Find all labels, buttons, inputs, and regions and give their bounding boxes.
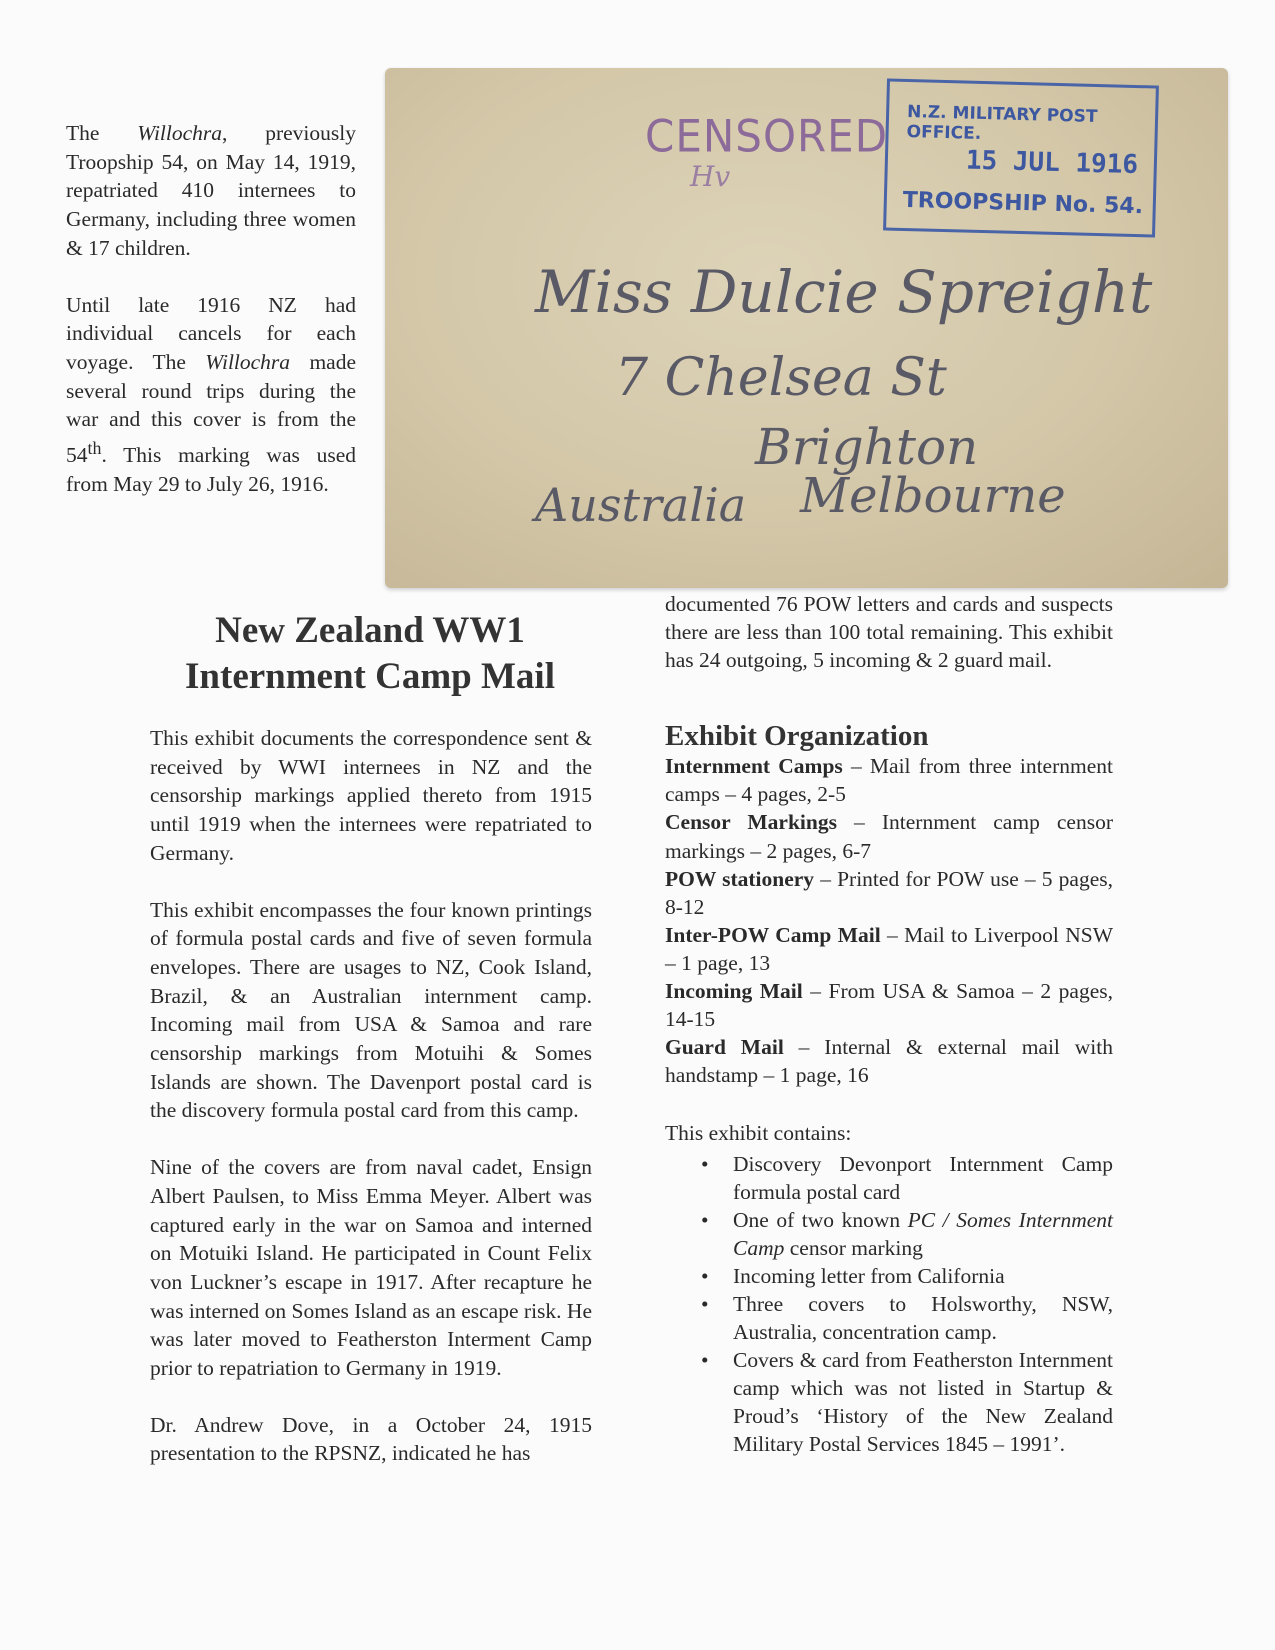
contains-label: This exhibit contains:	[665, 1121, 852, 1146]
dove-paragraph: Dr. Andrew Dove, in a October 24, 1915 presentation to the RPSNZ, indicated he has	[150, 1412, 592, 1466]
org-item-inter-pow-camp-mail: Inter-POW Camp Mail – Mail to Liverpool NSW – 1 page, 13	[665, 922, 1113, 975]
caption-paragraph-1: The Willochra, previously Troopship 54, on May 14, 1919, repatriated 410 internees to Germany, including three women & 17 children.	[66, 121, 356, 260]
bullet-icon: •	[701, 1151, 709, 1176]
continued-paragraph: documented 76 POW letters and cards and suspects there are less than 100 total remaining. This exhibit has 24 outgoing, 5 incoming & 2 guard mail.	[665, 592, 1113, 673]
envelope-caption	[66, 119, 356, 527]
censor-initials: Hv	[690, 160, 731, 193]
title-line-1: New Zealand WW1	[215, 610, 525, 651]
bullet-icon: •	[701, 1348, 709, 1373]
address-city: Melbourne	[800, 468, 1066, 524]
title-line-2: Internment Camp Mail	[185, 656, 555, 697]
bullet-icon: •	[701, 1207, 709, 1232]
address-street: 7 Chelsea St	[615, 348, 947, 408]
list-item: • One of two known PC / Somes Internment Camp censor marking	[701, 1207, 1114, 1260]
ship-name: Willochra	[137, 121, 223, 145]
list-item: • Covers & card from Featherston Internment camp which was not listed in Startup & Proud’s ‘History of the New Zealand Military Postal Services 1845 – 1991’.	[701, 1348, 1113, 1457]
military-post-office-stamp	[883, 78, 1159, 237]
org-item-guard-mail: Guard Mail – Internal & external mail with handstamp – 1 page, 16	[665, 1035, 1114, 1088]
org-item-incoming-mail: Incoming Mail – From USA & Samoa – 2 pages, 14-15	[665, 979, 1114, 1032]
organization-heading: Exhibit Organization	[665, 720, 929, 753]
address-recipient: Miss Dulcie Spreight	[535, 258, 1153, 326]
stamp-office-line: N.Z. MILITARY POST OFFICE.	[906, 102, 1098, 144]
org-item-censor-markings: Censor Markings – Internment camp censor markings – 2 pages, 6-7	[665, 810, 1114, 863]
stamp-troopship-line: TROOPSHIP No. 54.	[902, 187, 1144, 220]
left-column	[150, 724, 592, 1496]
bullet-icon: •	[701, 1291, 709, 1316]
org-item-internment-camps: Internment Camps – Mail from three internment camps – 4 pages, 2-5	[665, 754, 1113, 807]
bullet-icon: •	[701, 1263, 709, 1288]
list-item: • Incoming letter from California	[733, 1262, 1113, 1290]
paulsen-paragraph: Nine of the covers are from naval cadet, Ensign Albert Paulsen, to Miss Emma Meyer. Albert was captured early in the war on Samoa and interned on Motuiki Island. He participated in Count Felix von Luckner’s escape in 1917. After recapture he was interned on Somes Island as an escape risk. He was later moved to Featherston Interment Camp prior to repatriation to Germany in 1919.	[150, 1155, 592, 1381]
address-suburb: Brighton	[755, 418, 979, 476]
page-title	[150, 608, 590, 700]
list-item: • Three covers to Holsworthy, NSW, Australia, concentration camp.	[701, 1291, 1113, 1345]
contents-list	[665, 1150, 1113, 1459]
censored-marking: CENSORED	[645, 110, 889, 163]
right-column	[665, 590, 1113, 1459]
caption-paragraph-2: Until late 1916 NZ had individual cancels for each voyage. The Willochra made several round trips during the war and this cover is from the 54th. This marking was used from May 29 to July 26, 1916.	[66, 292, 356, 496]
org-item-pow-stationery: POW stationery – Printed for POW use – 5 pages, 8-12	[665, 866, 1113, 919]
ship-name: Willochra	[205, 349, 291, 374]
address-country: Australia	[535, 478, 747, 532]
intro-paragraph: This exhibit documents the correspondence sent & received by WWI internees in NZ and the censorship markings applied thereto from 1915 until 1919 when the internees were repatriated to Germany.	[150, 726, 592, 865]
envelope-image	[385, 68, 1228, 588]
stamp-date-line: 15 JUL 1916	[965, 145, 1139, 181]
scope-paragraph: This exhibit encompasses the four known printings of formula postal cards and five of seven formula envelopes. There are usages to NZ, Cook Island, Brazil, & an Australian internment camp. Incoming mail from USA & Samoa and rare censorship markings from Motuihi & Somes Islands are shown. The Davenport postal card is the discovery formula postal card from this camp.	[150, 897, 592, 1123]
list-item: • Discovery Devonport Internment Camp formula postal card	[701, 1151, 1113, 1204]
